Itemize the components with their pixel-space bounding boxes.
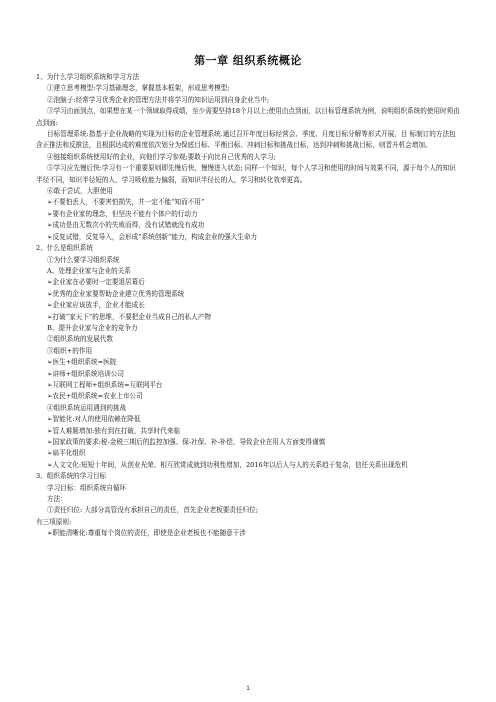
text-line: B、提升企业家与企业的竞争力 xyxy=(47,323,138,332)
text-line: ➢农民+组织系统=农业上市公司 xyxy=(47,392,143,401)
text-line: ➢要有企业家的理念，但坚决不能有个体户的行动力 xyxy=(47,209,198,218)
text-line: ➢不要怕丢人，不要害怕损失，并一定不能“知而不用” xyxy=(47,198,205,207)
text-line: ➢成功是由无数次小的失败而得，没有试错就没有成功 xyxy=(47,221,205,230)
document-body xyxy=(36,72,460,540)
text-line: ➢扁平化组织 xyxy=(47,449,86,458)
text-line: ➢医生+组织系统=医院 xyxy=(47,358,117,367)
text-line: 2、什么是组织系统 xyxy=(36,244,93,253)
text-line: ➢优秀的企业家要帮助企业建立优秀的管理系统 xyxy=(47,289,185,298)
text-line: ➢管人难题增加:独有到在打破，共享时代来临 xyxy=(47,426,181,435)
text-line: ➢国家政策的要求:税-金税三期后的监控加强、保-社保、补-补偿，导致企业在用人方面变得谨慎 xyxy=(47,438,326,446)
text-line: 3、组织系统的学习目标 xyxy=(36,472,107,481)
text-line: ➢人文文化:短短十年间，从创业光荣、相互欣赏成就到功利性增加，2016年以后人与人的关系趋于复杂，信任关系出现危机 xyxy=(47,460,408,469)
text-line: ➢互联网工程师+组织系统=互联网平台 xyxy=(47,380,163,389)
text-line: ➢智能化:对人的使用依赖在降低 xyxy=(47,415,141,424)
page-number: 1 xyxy=(246,686,250,692)
text-line: ➢企业家应该放手，企业才能成长 xyxy=(47,301,145,310)
text-line: ①为什么要学习组织系统 xyxy=(47,255,120,264)
text-line: A、处理企业家与企业的关系 xyxy=(47,266,131,275)
text-line: ⑤学习应先慢后快:学习有一个重要原则即先慢后快，慢慢进入状态; 同样一个知识，每个人学习和使用的时间与效果不同，源于每个人的知识半径不同，知识半径短的人，学习吸收能力偏弱，而知识半径长的人，学习和转化效率更高。 xyxy=(36,164,456,184)
text-line: ➢企业家在必要时一定要退居幕后 xyxy=(47,278,145,287)
text-line: ➢反复试错，反复导入，会形成“系统创新”能力，构成企业的强大生命力 xyxy=(47,232,258,241)
text-line: ④组织系统运用遇到的挑战 xyxy=(47,403,127,412)
text-line: 1、为什么学习组织系统和学习方法 xyxy=(36,73,140,81)
text-line: 目标管理系统:指基于企业战略的实现为目标的企业管理系统.通过召开年度目标经营会、季度、月度目标分解等形式开展，目 标制订的方法包含正推法和反推法，且根据达成的难度依次划分为保底目标、平衡目标、冲刺目标和挑战目标，达到冲刺和挑战目标，则晋升机会增加。 xyxy=(36,130,456,150)
text-line: ②组织系统的发展代数 xyxy=(47,335,113,344)
text-line: ④链接组织系统使用好的企业，向他们学习参观;要敢于向比自己优秀的人学习; xyxy=(47,152,276,161)
text-line: ➢打破“家天下”的思维，不要把企业当成自己的私人产物 xyxy=(47,312,211,321)
text-line: 方法： xyxy=(47,495,67,504)
text-line: ①建立思考模型:学习基础理念，掌握基本框架，形成思考模型; xyxy=(47,84,230,93)
chapter-title: 第一章 组织系统概论 xyxy=(194,54,302,67)
text-line: 学习目标：组织系统自循环 xyxy=(47,483,127,492)
text-line: ⑥敢于尝试，大胆使用 xyxy=(47,187,113,196)
text-line: ➢职能清晰化:尊重每个岗位的责任，即使是企业老板也不能随意干涉 xyxy=(47,529,246,538)
text-line: ③学习由面到点，如果想在某一个领域取得成绩，至少需要坚持18个月以上;使用由点到面，以目标管理系统为例，说明组织系统的使用时须由点到面: xyxy=(36,107,460,127)
text-line: ③组织+的作用 xyxy=(47,346,93,355)
text-line: ①责任归位: 大部分高管没有承担自己的责任，首先企业老板要责任归位; xyxy=(47,506,258,515)
text-line: ②泡脑子:经常学习优秀企业的管理方法并将学习的知识运用到自身企业当中; xyxy=(47,95,270,104)
text-line: 有三项原则: xyxy=(36,517,72,526)
text-line: ➢讲师+组织系统培训公司 xyxy=(47,369,124,378)
